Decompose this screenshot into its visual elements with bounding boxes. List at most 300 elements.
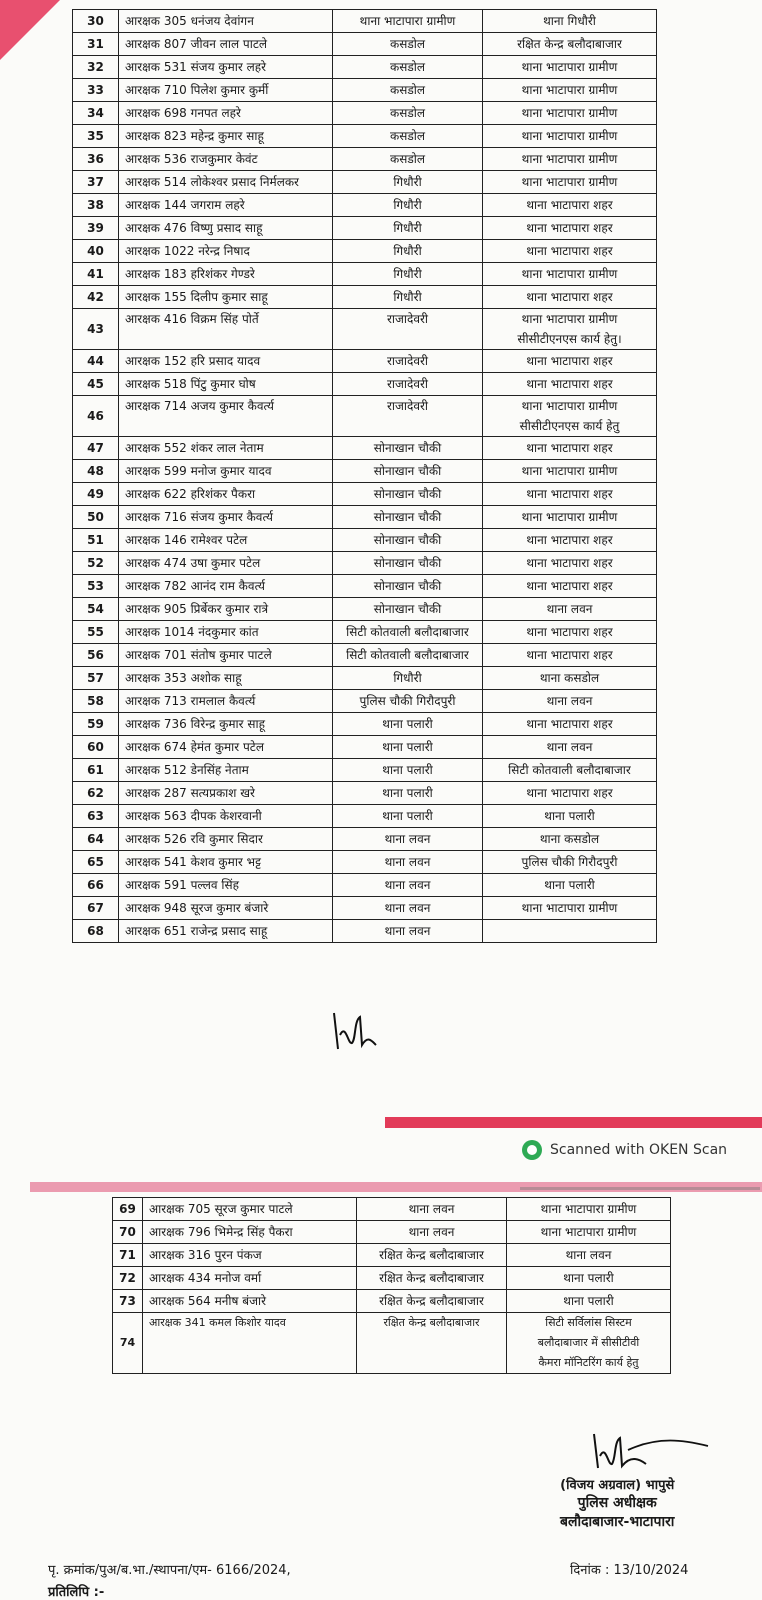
table-row [73, 483, 657, 506]
badge-number: 155 [163, 290, 187, 304]
table-row [73, 713, 657, 736]
scanner-watermark [522, 1140, 727, 1160]
new-posting [483, 690, 657, 713]
new-posting [483, 736, 657, 759]
new-posting-line: थाना भाटापारा ग्रामीण [521, 399, 618, 413]
serial-number: 34 [73, 102, 119, 125]
serial-number: 58 [73, 690, 119, 713]
badge-number: 674 [163, 740, 187, 754]
new-posting [507, 1198, 671, 1221]
rank-label: आरक्षक [125, 556, 160, 570]
badge-number: 552 [163, 441, 187, 455]
constable-name: जीवन लाल पाटले [190, 37, 268, 51]
new-posting [483, 713, 657, 736]
rank-label: आरक्षक [125, 60, 160, 74]
serial-number: 39 [73, 217, 119, 240]
table-row [73, 782, 657, 805]
constable-name: हरि प्रसाद यादव [190, 354, 261, 368]
rank-label: आरक्षक [125, 671, 160, 685]
officer-designation: पुलिस अधीक्षक [577, 1495, 657, 1511]
new-posting-line: थाना कसडोल [539, 671, 600, 685]
badge-number: 622 [163, 487, 187, 501]
new-posting-line: थाना भाटापारा ग्रामीण [521, 175, 618, 189]
constable-name: लोकेश्वर प्रसाद निर्मलकर [190, 175, 299, 189]
constable-cell [143, 1244, 357, 1267]
constable-cell [119, 805, 333, 828]
serial-number: 65 [73, 851, 119, 874]
constable-name: विक्रम सिंह पोर्ते [190, 312, 259, 326]
serial-number: 42 [73, 286, 119, 309]
rank-label: आरक्षक [125, 37, 160, 51]
badge-number: 526 [163, 832, 187, 846]
current-posting: सिटी कोतवाली बलौदाबाजार [333, 621, 483, 644]
new-posting [483, 263, 657, 286]
constable-name: हरिशंकर गेण्डरे [190, 267, 255, 281]
new-posting-line: थाना भाटापारा ग्रामीण [521, 267, 618, 281]
new-posting-line: थाना पलारी [563, 1294, 614, 1308]
constable-cell [119, 920, 333, 943]
new-posting [483, 102, 657, 125]
current-posting: थाना पलारी [333, 759, 483, 782]
current-posting: कसडोल [333, 56, 483, 79]
serial-number: 72 [113, 1267, 143, 1290]
table-row [73, 437, 657, 460]
table-row [73, 529, 657, 552]
serial-number: 43 [73, 309, 119, 350]
badge-number: 514 [163, 175, 187, 189]
table-row [73, 920, 657, 943]
constable-name: सूरज कुमार पाटले [214, 1202, 293, 1216]
serial-number: 50 [73, 506, 119, 529]
table-row [73, 125, 657, 148]
new-posting [483, 529, 657, 552]
constable-name: अजय कुमार कैवर्त्य [190, 399, 274, 413]
serial-number: 70 [113, 1221, 143, 1244]
transfer-table-part1 [72, 9, 657, 943]
rank-label: आरक्षक [149, 1248, 184, 1262]
constable-name: राजेन्द्र प्रसाद साहू [190, 924, 268, 938]
new-posting-line: थाना पलारी [544, 878, 595, 892]
constable-name: संजय कुमार कैवर्त्य [190, 510, 273, 524]
constable-cell [119, 667, 333, 690]
constable-cell [143, 1267, 357, 1290]
constable-name: नरेन्द्र निषाद [198, 244, 250, 258]
table-row [73, 897, 657, 920]
current-posting: सोनाखान चौकी [333, 529, 483, 552]
new-posting-line: थाना भाटापारा शहर [526, 377, 613, 391]
table-row [73, 644, 657, 667]
new-posting-line: थाना भाटापारा शहर [526, 625, 613, 639]
rank-label: आरक्षक [149, 1225, 184, 1239]
constable-name: उषा कुमार पटेल [190, 556, 261, 570]
serial-number: 37 [73, 171, 119, 194]
new-posting-line: सीसीटीएनएस कार्य हेतु [519, 419, 620, 433]
constable-cell [119, 309, 333, 350]
current-posting: थाना भाटापारा ग्रामीण [333, 10, 483, 33]
current-posting: थाना लवन [333, 897, 483, 920]
new-posting-line: थाना लवन [546, 602, 593, 616]
badge-number: 1014 [163, 625, 195, 639]
current-posting: राजादेवरी [333, 396, 483, 437]
serial-number: 62 [73, 782, 119, 805]
new-posting [483, 667, 657, 690]
badge-number: 518 [163, 377, 187, 391]
badge-number: 474 [163, 556, 187, 570]
rank-label: आरक्षक [125, 832, 160, 846]
new-posting-line: थाना भाटापारा ग्रामीण [521, 83, 618, 97]
officer-name: (विजय अग्रवाल) भापुसे [560, 1478, 675, 1493]
badge-number: 183 [163, 267, 187, 281]
new-posting [483, 79, 657, 102]
table-row [73, 690, 657, 713]
badge-number: 541 [163, 855, 187, 869]
constable-name: केशव कुमार भट्ट [190, 855, 261, 869]
constable-cell [119, 736, 333, 759]
rank-label: आरक्षक [125, 175, 160, 189]
constable-name: मनोज कुमार यादव [190, 464, 272, 478]
new-posting [507, 1267, 671, 1290]
new-posting [483, 460, 657, 483]
table-row [73, 759, 657, 782]
constable-cell [119, 437, 333, 460]
new-posting [483, 552, 657, 575]
new-posting-line: थाना भाटापारा शहर [526, 487, 613, 501]
new-posting-line: थाना भाटापारा शहर [526, 354, 613, 368]
rank-label: आरक्षक [125, 106, 160, 120]
badge-number: 701 [163, 648, 187, 662]
page-corner-stain [0, 0, 60, 60]
constable-cell [119, 874, 333, 897]
badge-number: 287 [163, 786, 187, 800]
badge-number: 591 [163, 878, 187, 892]
rank-label: आरक्षक [125, 901, 160, 915]
serial-number: 52 [73, 552, 119, 575]
new-posting [483, 217, 657, 240]
constable-cell [119, 286, 333, 309]
serial-number: 45 [73, 373, 119, 396]
new-posting [483, 194, 657, 217]
serial-number: 71 [113, 1244, 143, 1267]
new-posting-line: थाना भाटापारा ग्रामीण [521, 152, 618, 166]
rank-label: आरक्षक [125, 354, 160, 368]
current-posting: थाना लवन [357, 1221, 507, 1244]
new-posting [483, 920, 657, 943]
badge-number: 807 [163, 37, 187, 51]
current-posting: सोनाखान चौकी [333, 552, 483, 575]
serial-number: 31 [73, 33, 119, 56]
current-posting: सोनाखान चौकी [333, 575, 483, 598]
table-row [73, 263, 657, 286]
new-posting-line: थाना भाटापारा शहर [526, 717, 613, 731]
table-row [73, 56, 657, 79]
table-row [113, 1244, 671, 1267]
new-posting-line: रक्षित केन्द्र बलौदाबाजार [517, 37, 622, 51]
current-posting: कसडोल [333, 102, 483, 125]
current-posting: पुलिस चौकी गिरौदपुरी [333, 690, 483, 713]
badge-number: 316 [187, 1248, 211, 1262]
current-posting: सिटी कोतवाली बलौदाबाजार [333, 644, 483, 667]
table-row [73, 460, 657, 483]
constable-cell [119, 529, 333, 552]
badge-number: 434 [187, 1271, 211, 1285]
constable-cell [119, 217, 333, 240]
serial-number: 38 [73, 194, 119, 217]
new-posting [483, 437, 657, 460]
rank-label: आरक्षक [125, 399, 160, 413]
constable-name: धनंजय देवांगन [190, 14, 254, 28]
rank-label: आरक्षक [125, 290, 160, 304]
badge-number: 823 [163, 129, 187, 143]
rank-label: आरक्षक [125, 648, 160, 662]
constable-name: अशोक साहू [190, 671, 242, 685]
table-row [113, 1267, 671, 1290]
constable-name: दिलीप कुमार साहू [190, 290, 268, 304]
rank-label: आरक्षक [125, 464, 160, 478]
new-posting-line: थाना भाटापारा ग्रामीण [521, 510, 618, 524]
rank-label: आरक्षक [125, 244, 160, 258]
constable-cell [119, 396, 333, 437]
constable-name: सूरज कुमार बंजारे [190, 901, 269, 915]
constable-cell [119, 102, 333, 125]
new-posting-line: थाना भाटापारा शहर [526, 556, 613, 570]
table-row [73, 736, 657, 759]
badge-number: 651 [163, 924, 187, 938]
new-posting [483, 897, 657, 920]
rank-label: आरक्षक [125, 763, 160, 777]
new-posting-line: थाना भाटापारा ग्रामीण [521, 106, 618, 120]
badge-number: 563 [163, 809, 187, 823]
new-posting [483, 125, 657, 148]
order-date: दिनांक : 13/10/2024 [570, 1563, 689, 1578]
current-posting: सोनाखान चौकी [333, 483, 483, 506]
current-posting: गिधौरी [333, 217, 483, 240]
new-posting-line: थाना भाटापारा शहर [526, 221, 613, 235]
serial-number: 61 [73, 759, 119, 782]
new-posting-line: थाना भाटापारा ग्रामीण [540, 1225, 637, 1239]
serial-number: 73 [113, 1290, 143, 1313]
constable-cell [119, 125, 333, 148]
new-posting [483, 621, 657, 644]
new-posting [507, 1313, 671, 1374]
new-posting-line: थाना भाटापारा ग्रामीण [540, 1202, 637, 1216]
constable-name: महेन्द्र कुमार साहू [190, 129, 264, 143]
badge-number: 146 [163, 533, 187, 547]
table-row [73, 552, 657, 575]
constable-cell [119, 713, 333, 736]
new-posting-line: थाना भाटापारा शहर [526, 244, 613, 258]
new-posting [507, 1244, 671, 1267]
serial-number: 64 [73, 828, 119, 851]
constable-name: मनीष बंजारे [214, 1294, 267, 1308]
constable-name: हरिशंकर पैकरा [190, 487, 256, 501]
current-posting: कसडोल [333, 125, 483, 148]
new-posting-line: थाना लवन [565, 1248, 612, 1262]
constable-cell [119, 828, 333, 851]
table-row [73, 217, 657, 240]
badge-number: 536 [163, 152, 187, 166]
constable-cell [119, 148, 333, 171]
table-row [73, 286, 657, 309]
table-row [73, 10, 657, 33]
constable-cell [119, 506, 333, 529]
new-posting [483, 644, 657, 667]
constable-name: विरेन्द्र कुमार साहू [190, 717, 265, 731]
constable-cell [119, 240, 333, 263]
constable-cell [119, 851, 333, 874]
serial-number: 57 [73, 667, 119, 690]
new-posting-line: थाना भाटापारा ग्रामीण [521, 901, 618, 915]
constable-cell [119, 483, 333, 506]
constable-name: विष्णु प्रसाद साहू [190, 221, 263, 235]
constable-cell [119, 56, 333, 79]
table-row [73, 575, 657, 598]
constable-name: नंदकुमार कांत [198, 625, 259, 639]
new-posting-line: थाना भाटापारा शहर [526, 786, 613, 800]
table-row [73, 79, 657, 102]
rank-label: आरक्षक [125, 510, 160, 524]
new-posting [483, 759, 657, 782]
new-posting-line: सीसीटीएनएस कार्य हेतु। [517, 332, 622, 346]
badge-number: 599 [163, 464, 187, 478]
current-posting: थाना लवन [333, 828, 483, 851]
new-posting-line: थाना भाटापारा ग्रामीण [521, 312, 618, 326]
badge-number: 782 [163, 579, 187, 593]
table-row [73, 148, 657, 171]
rank-label: आरक्षक [125, 579, 160, 593]
constable-name: हेमंत कुमार पटेल [190, 740, 264, 754]
officer-office: बलौदाबाजार-भाटापारा [560, 1514, 675, 1530]
table-row [73, 828, 657, 851]
current-posting: राजादेवरी [333, 373, 483, 396]
constable-name: कमल किशोर यादव [209, 1316, 286, 1329]
new-posting [507, 1221, 671, 1244]
table-row [73, 621, 657, 644]
constable-cell [119, 621, 333, 644]
current-posting: सोनाखान चौकी [333, 460, 483, 483]
badge-number: 152 [163, 354, 187, 368]
constable-cell [119, 171, 333, 194]
current-posting: थाना लवन [333, 920, 483, 943]
rank-label: आरक्षक [149, 1316, 182, 1329]
constable-name: पुरन पंकज [214, 1248, 262, 1262]
serial-number: 60 [73, 736, 119, 759]
rank-label: आरक्षक [125, 694, 160, 708]
constable-name: जगराम लहरे [190, 198, 245, 212]
badge-number: 1022 [163, 244, 195, 258]
table-row [73, 396, 657, 437]
badge-number: 736 [163, 717, 187, 731]
constable-cell [119, 373, 333, 396]
badge-number: 948 [163, 901, 187, 915]
current-posting: गिधौरी [333, 667, 483, 690]
new-posting [483, 286, 657, 309]
badge-number: 341 [184, 1316, 206, 1329]
new-posting-line: कैमरा मॉनिटरिंग कार्य हेतु [538, 1356, 639, 1369]
constable-name: शंकर लाल नेताम [190, 441, 264, 455]
constable-cell [119, 33, 333, 56]
serial-number: 54 [73, 598, 119, 621]
reference-number: पृ. क्रमांक/पुअ/ब.भा./स्थापना/एम- 6166/2024, [48, 1563, 291, 1578]
constable-cell [119, 782, 333, 805]
serial-number: 32 [73, 56, 119, 79]
current-posting: राजादेवरी [333, 350, 483, 373]
badge-number: 710 [163, 83, 187, 97]
new-posting [483, 309, 657, 350]
transfer-table-part2 [112, 1197, 671, 1374]
new-posting-line: थाना लवन [546, 694, 593, 708]
constable-cell [119, 350, 333, 373]
copy-to-heading: प्रतिलिपि :- [48, 1585, 105, 1600]
badge-number: 416 [163, 312, 187, 326]
constable-cell [119, 897, 333, 920]
new-posting-line: थाना गिधौरी [543, 14, 596, 28]
current-posting: थाना लवन [333, 851, 483, 874]
current-posting: रक्षित केन्द्र बलौदाबाजार [357, 1290, 507, 1313]
new-posting-line: थाना लवन [546, 740, 593, 754]
table-row [73, 805, 657, 828]
serial-number: 44 [73, 350, 119, 373]
new-posting-line: थाना भाटापारा ग्रामीण [521, 129, 618, 143]
rank-label: आरक्षक [125, 717, 160, 731]
new-posting-line: थाना भाटापारा ग्रामीण [521, 464, 618, 478]
new-posting-line: सिटी सर्विलांस सिस्टम [545, 1316, 632, 1329]
current-posting: गिधौरी [333, 194, 483, 217]
badge-number: 305 [163, 14, 187, 28]
rank-label: आरक्षक [149, 1294, 184, 1308]
badge-number: 716 [163, 510, 187, 524]
serial-number: 69 [113, 1198, 143, 1221]
new-posting [483, 483, 657, 506]
serial-number: 68 [73, 920, 119, 943]
rank-label: आरक्षक [149, 1202, 184, 1216]
constable-name: पिलेश कुमार कुर्मी [190, 83, 269, 97]
badge-number: 476 [163, 221, 187, 235]
serial-number: 36 [73, 148, 119, 171]
constable-name: आनंद राम कैवर्त्य [190, 579, 266, 593]
badge-number: 905 [163, 602, 187, 616]
constable-name: संतोष कुमार पाटले [190, 648, 272, 662]
serial-number: 41 [73, 263, 119, 286]
current-posting: रक्षित केन्द्र बलौदाबाजार [357, 1267, 507, 1290]
constable-name: रामेश्वर पटेल [190, 533, 248, 547]
constable-cell [143, 1290, 357, 1313]
constable-name: डेनसिंह नेताम [190, 763, 249, 777]
new-posting [483, 350, 657, 373]
rank-label: आरक्षक [125, 14, 160, 28]
new-posting-line: थाना भाटापारा शहर [526, 579, 613, 593]
current-posting: गिधौरी [333, 263, 483, 286]
serial-number: 55 [73, 621, 119, 644]
current-posting: थाना लवन [333, 874, 483, 897]
table-row [73, 874, 657, 897]
rank-label: आरक्षक [125, 198, 160, 212]
new-posting-line: थाना भाटापारा ग्रामीण [521, 60, 618, 74]
current-posting: गिधौरी [333, 171, 483, 194]
table-row [113, 1290, 671, 1313]
current-posting: सोनाखान चौकी [333, 437, 483, 460]
new-posting-line: पुलिस चौकी गिरौदपुरी [521, 855, 618, 869]
constable-cell [143, 1198, 357, 1221]
constable-name: गनपत लहरे [190, 106, 241, 120]
officer-block [560, 1475, 674, 1531]
current-posting: गिधौरी [333, 286, 483, 309]
serial-number: 51 [73, 529, 119, 552]
new-posting [483, 575, 657, 598]
rank-label: आरक्षक [125, 83, 160, 97]
constable-name: मनोज वर्मा [214, 1271, 262, 1285]
rank-label: आरक्षक [125, 924, 160, 938]
rank-label: आरक्षक [125, 221, 160, 235]
